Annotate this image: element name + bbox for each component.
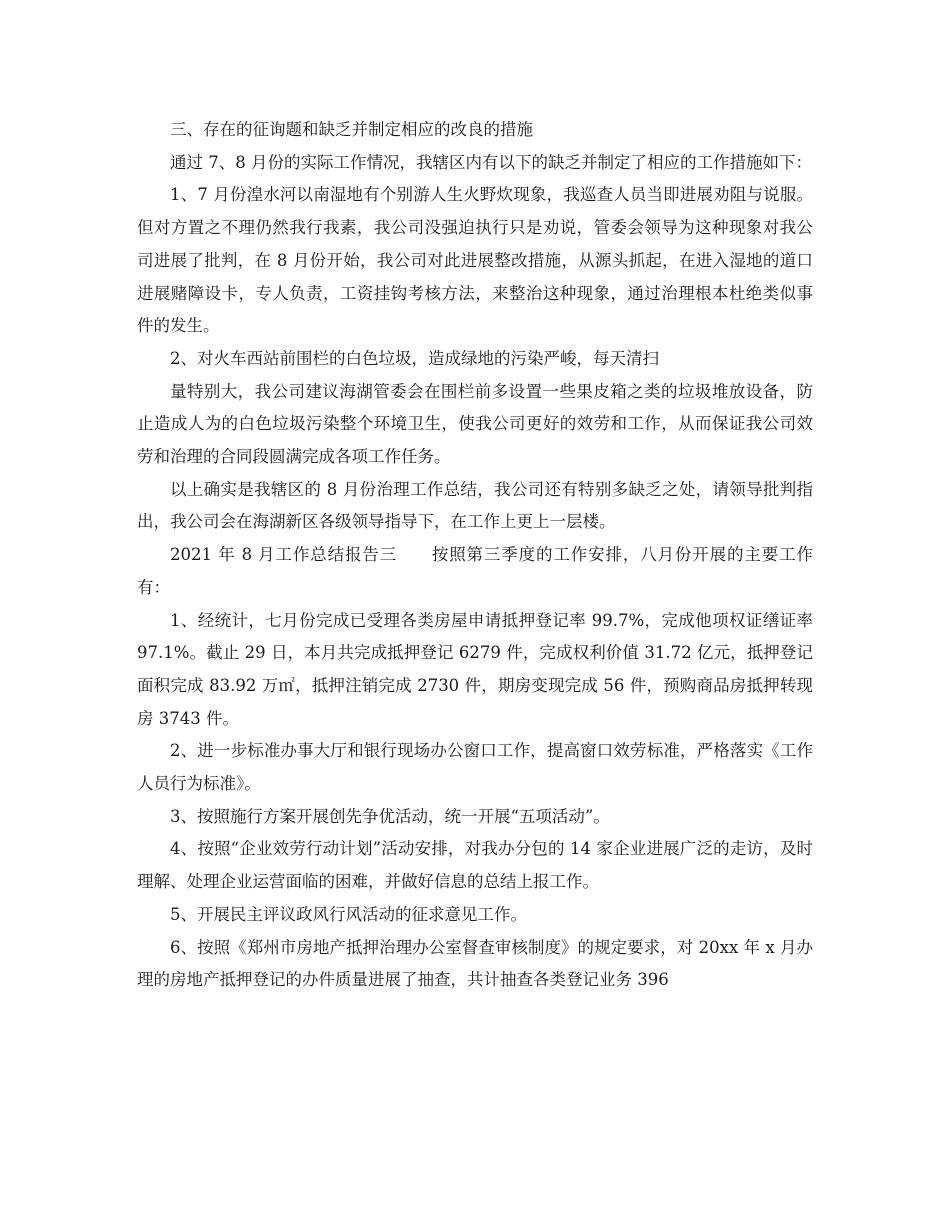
paragraph: 4、按照“企业效劳行动计划”活动安排，对我办分包的 14 家企业进展广泛的走访，及时理解、处理企业运营面临的困难，并做好信息的总结上报工作。 bbox=[137, 839, 813, 892]
paragraph: 量特别大，我公司建议海湖管委会在围栏前多设置一些果皮箱之类的垃圾堆放设备，防止造成人为的白色垃圾污染整个环境卫生，使我公司更好的效劳和工作，从而保证我公司效劳和治理的合同段圆满完成各项工作任务。 bbox=[137, 381, 813, 467]
paragraph: 1、7 月份湟水河以南湿地有个别游人生火野炊现象，我巡查人员当即进展劝阻与说服。但对方置之不理仍然我行我素，我公司没强迫执行只是劝说，管委会领导为这种现象对我公司进展了批判，在 8 月份开始，我公司对此进展整改措施，从源头抓起，在进入湿地的道口进展赌障设卡，专人负责，工资挂钩考核方法，来整治这种现象，通过治理根本杜绝类似事件的发生。 bbox=[137, 185, 813, 336]
paragraph: 以上确实是我辖区的 8 月份治理工作总结，我公司还有特别多缺乏之处，请领导批判指出，我公司会在海湖新区各级领导指导下，在工作上更上一层楼。 bbox=[137, 479, 813, 532]
paragraph: 1、经统计，七月份完成已受理各类房屋申请抵押登记率 99.7%，完成他项权证缮证率 97.1%。截止 29 日，本月共完成抵押登记 6279 件，完成权利价值 31.72 亿元，抵押登记面积完成 83.92 万㎡，抵押注销完成 2730 件，期房变现完成 56 件，预购商品房抵押转现房 3743 件。 bbox=[137, 610, 813, 728]
report-heading-paragraph: 2021 年 8 月工作总结报告三 按照第三季度的工作安排，八月份开展的主要工作有： bbox=[137, 545, 813, 597]
paragraph: 5、开展民主评议政风行风活动的征求意见工作。 bbox=[170, 904, 527, 924]
paragraph: 6、按照《郑州市房地产抵押治理办公室督查审核制度》的规定要求，对 20xx 年 x 月办理的房地产抵押登记的办件质量进展了抽查，共计抽查各类登记业务 396 bbox=[137, 937, 813, 990]
paragraph: 3、按照施行方案开展创先争优活动，统一开展“五项活动”。 bbox=[170, 806, 610, 826]
document-body bbox=[137, 114, 813, 997]
paragraph: 通过 7、8 月份的实际工作情况，我辖区内有以下的缺乏并制定了相应的工作措施如下： bbox=[170, 152, 812, 172]
section-heading: 三、存在的征询题和缺乏并制定相应的改良的措施 bbox=[170, 120, 533, 139]
paragraph: 2、对火车西站前围栏的白色垃圾，造成绿地的污染严峻，每天清扫 bbox=[170, 348, 659, 368]
paragraph: 2、进一步标准办事大厅和银行现场办公窗口工作，提高窗口效劳标准，严格落实《工作人员行为标准》。 bbox=[137, 741, 813, 794]
